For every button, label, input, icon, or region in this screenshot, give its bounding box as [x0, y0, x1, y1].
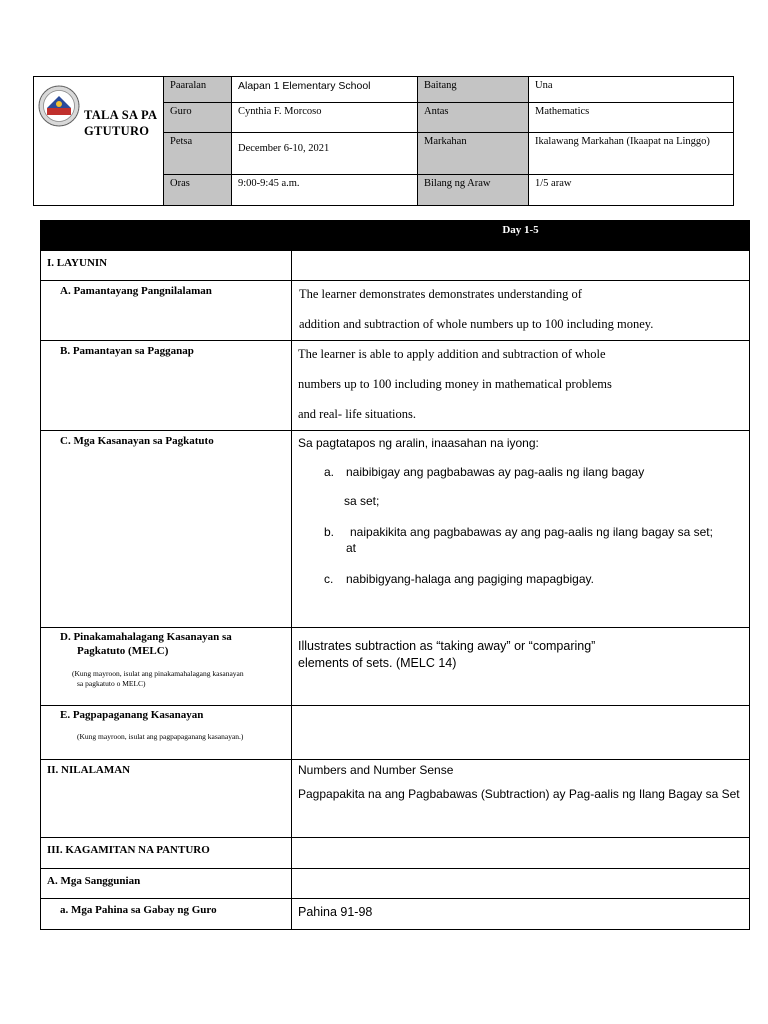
sanggunian-label: A. Mga Sanggunian: [41, 869, 292, 899]
b-line3: and real- life situations.: [298, 407, 417, 421]
bilang-label: Bilang ng Araw: [418, 175, 529, 205]
kasanayan-pagkatuto-label: C. Mga Kasanayan sa Pagkatuto: [41, 431, 292, 628]
section-nilalaman: II. NILALAMAN: [41, 760, 292, 838]
objective-row: [41, 431, 750, 628]
day-header-row: [41, 221, 750, 251]
school-logo-cell: [34, 77, 164, 205]
c-intro: Sa pagtatapos ng aralin, inaasahan na iyong:: [298, 436, 539, 450]
pahina-gabay-label: a. Mga Pahina sa Gabay ng Guro: [41, 899, 292, 930]
petsa-value: December 6-10, 2021: [232, 133, 418, 175]
section-layunin: I. LAYUNIN: [41, 251, 292, 281]
header-info-table: [33, 76, 734, 206]
list-item: naipakikita ang pagbabawas ay ang pag-aalis ng ilang bagay sa set;: [350, 525, 713, 539]
petsa-label: Petsa: [164, 133, 232, 175]
bilang-value: 1/5 araw: [535, 178, 572, 189]
objective-row: [41, 281, 750, 341]
antas-label: Antas: [418, 103, 529, 133]
list-item-cont: sa set;: [344, 494, 380, 508]
objective-row: [41, 341, 750, 431]
pamantayan-pagganap-label: B. Pamantayan sa Pagganap: [41, 341, 292, 431]
section-row: [41, 838, 750, 869]
pahina-gabay-value: Pahina 91-98: [292, 899, 750, 930]
pamantayang-pangnilalaman-label: A. Pamantayang Pangnilalaman: [41, 281, 292, 341]
objective-row: [41, 706, 750, 760]
oras-value: 9:00-9:45 a.m.: [232, 175, 418, 205]
pagpapaganang-label: E. Pagpapaganang Kasanayan: [60, 709, 204, 721]
melc-note-cont: sa pagkatuto o MELC): [77, 679, 146, 688]
section-row: [41, 899, 750, 930]
lesson-plan-table: [40, 220, 750, 930]
list-item: nabibigyang-halaga ang pagiging mapagbigay.: [346, 572, 594, 586]
oras-label: Oras: [164, 175, 232, 205]
a-line1: The learner demonstrates demonstrates understanding of: [299, 287, 582, 301]
section-row: [41, 251, 750, 281]
objective-row: [41, 628, 750, 706]
markahan-value: Ikalawang Markahan (Ikaapat na Linggo): [529, 133, 733, 175]
list-item-cont: at: [346, 541, 357, 555]
a-line2: addition and subtraction of whole numbers up to 100 including money.: [299, 317, 654, 331]
section-row: [41, 760, 750, 838]
melc-note: (Kung mayroon, isulat ang pinakamahalagang kasanayan: [72, 669, 244, 678]
antas-value: Mathematics: [529, 103, 733, 133]
day-header: Day 1-5: [292, 221, 750, 251]
melc-label-cont: Pagkatuto (MELC): [77, 645, 169, 657]
nilalaman-line2: Pagpapakita na ang Pagbabawas (Subtraction) ay Pag-aalis ng Ilang Bagay sa Set: [298, 787, 740, 801]
b-line2: numbers up to 100 including money in mathematical problems: [298, 377, 612, 391]
list-marker: c.: [324, 572, 334, 586]
melc-line2: elements of sets. (MELC 14): [298, 656, 457, 670]
paaralan-value: Alapan 1 Elementary School: [232, 77, 418, 103]
melc-label: D. Pinakamahalagang Kasanayan sa: [60, 631, 232, 643]
baitang-value: Una: [529, 77, 733, 103]
pagpapaganang-note: (Kung mayroon, isulat ang pagpapaganang kasanayan.): [77, 732, 244, 741]
guro-value: Cynthia F. Morcoso: [232, 103, 418, 133]
baitang-label: Baitang: [418, 77, 529, 103]
document-title: TALA SA PAGTUTURO: [84, 108, 158, 138]
b-line1: The learner is able to apply addition and subtraction of whole: [298, 347, 606, 361]
section-row: [41, 869, 750, 899]
paaralan-label: Paaralan: [164, 77, 232, 103]
melc-line1: Illustrates subtraction as “taking away” or “comparing”: [298, 639, 596, 653]
list-item: naibibigay ang pagbabawas ay pag-aalis ng ilang bagay: [346, 465, 645, 479]
nilalaman-line1: Numbers and Number Sense: [298, 763, 454, 777]
section-kagamitan: III. KAGAMITAN NA PANTURO: [41, 838, 292, 869]
deped-school-seal-icon: [38, 85, 80, 127]
list-marker: a.: [324, 465, 335, 479]
markahan-label: Markahan: [418, 133, 529, 175]
list-marker: b.: [324, 525, 335, 539]
guro-label: Guro: [164, 103, 232, 133]
